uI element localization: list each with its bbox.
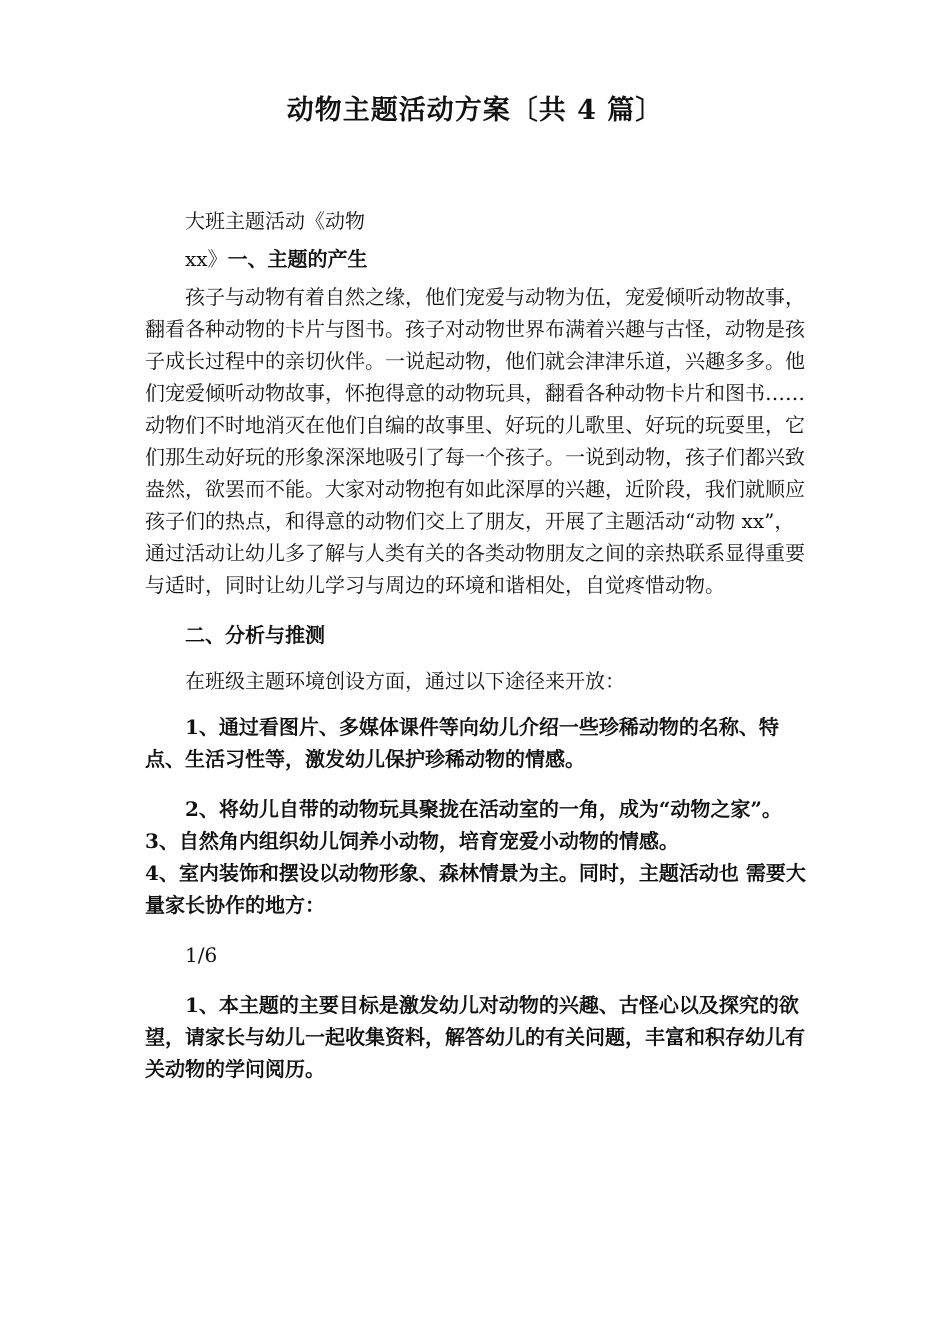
parent-item-1: 1、本主题的主要目标是激发幼儿对动物的兴趣、古怪心以及探究的欲望，请家长与幼儿一起收集资料，解答幼儿的有关问题，丰富和积存幼儿有关动物的学问阅历。 <box>145 993 805 1081</box>
section-heading-1 <box>145 243 810 275</box>
document-body <box>145 205 810 1085</box>
section-heading-2: 二、分析与推测 <box>185 623 325 647</box>
environment-paragraph: 在班级主题环境创设方面，通过以下途径来开放： <box>185 669 625 693</box>
list-item-2-3: 2、将幼儿自带的动物玩具聚拢在活动室的一角，成为“动物之家”。3、自然角内组织幼儿饲养小动物，培育宠爱小动物的情感。 <box>145 797 782 853</box>
document-title: 动物主题活动方案〔共 4 篇〕 <box>286 95 664 126</box>
list-item-4: 4、室内装饰和摆设以动物形象、森林情景为主。同时，主题活动也 需要大量家长协作的地方： <box>145 861 806 917</box>
list-item-1: 1、通过看图片、多媒体课件等向幼儿介绍一些珍稀动物的名称、特点、生活习性等，激发幼儿保护珍稀动物的情感。 <box>145 715 779 771</box>
subtitle-suffix: xx》 <box>185 247 228 271</box>
intro-paragraph: 孩子与动物有着自然之缘，他们宠爱与动物为伍，宠爱倾听动物故事，翻看各种动物的卡片与图书。孩子对动物世界布满着兴趣与古怪，动物是孩子成长过程中的亲切伙伴。一说起动物，他们就会津津乐道，兴趣多多。他们宠爱倾听动物故事，怀抱得意的动物玩具，翻看各种动物卡片和图书……动物们不时地消灭在他们自编的故事里、好玩的儿歌里、好玩的玩耍里，它们那生动好玩的形象深深地吸引了每一个孩子。一说到动物，孩子们都兴致盎然，欲罢而不能。大家对动物抱有如此深厚的兴趣，近阶段，我们就顺应孩子们的热点，和得意的动物们交上了朋友，开展了主题活动“动物 xx”，通过活动让幼儿多了解与人类有关的各类动物朋友之间的亲热联系显得重要与适时，同时让幼儿学习与周边的环境和谐相处，自觉疼惜动物。 <box>145 285 805 597</box>
heading-origin: 一、主题的产生 <box>227 247 368 271</box>
subtitle-line: 大班主题活动《动物 <box>185 209 365 233</box>
page-number: 1/6 <box>185 943 218 967</box>
